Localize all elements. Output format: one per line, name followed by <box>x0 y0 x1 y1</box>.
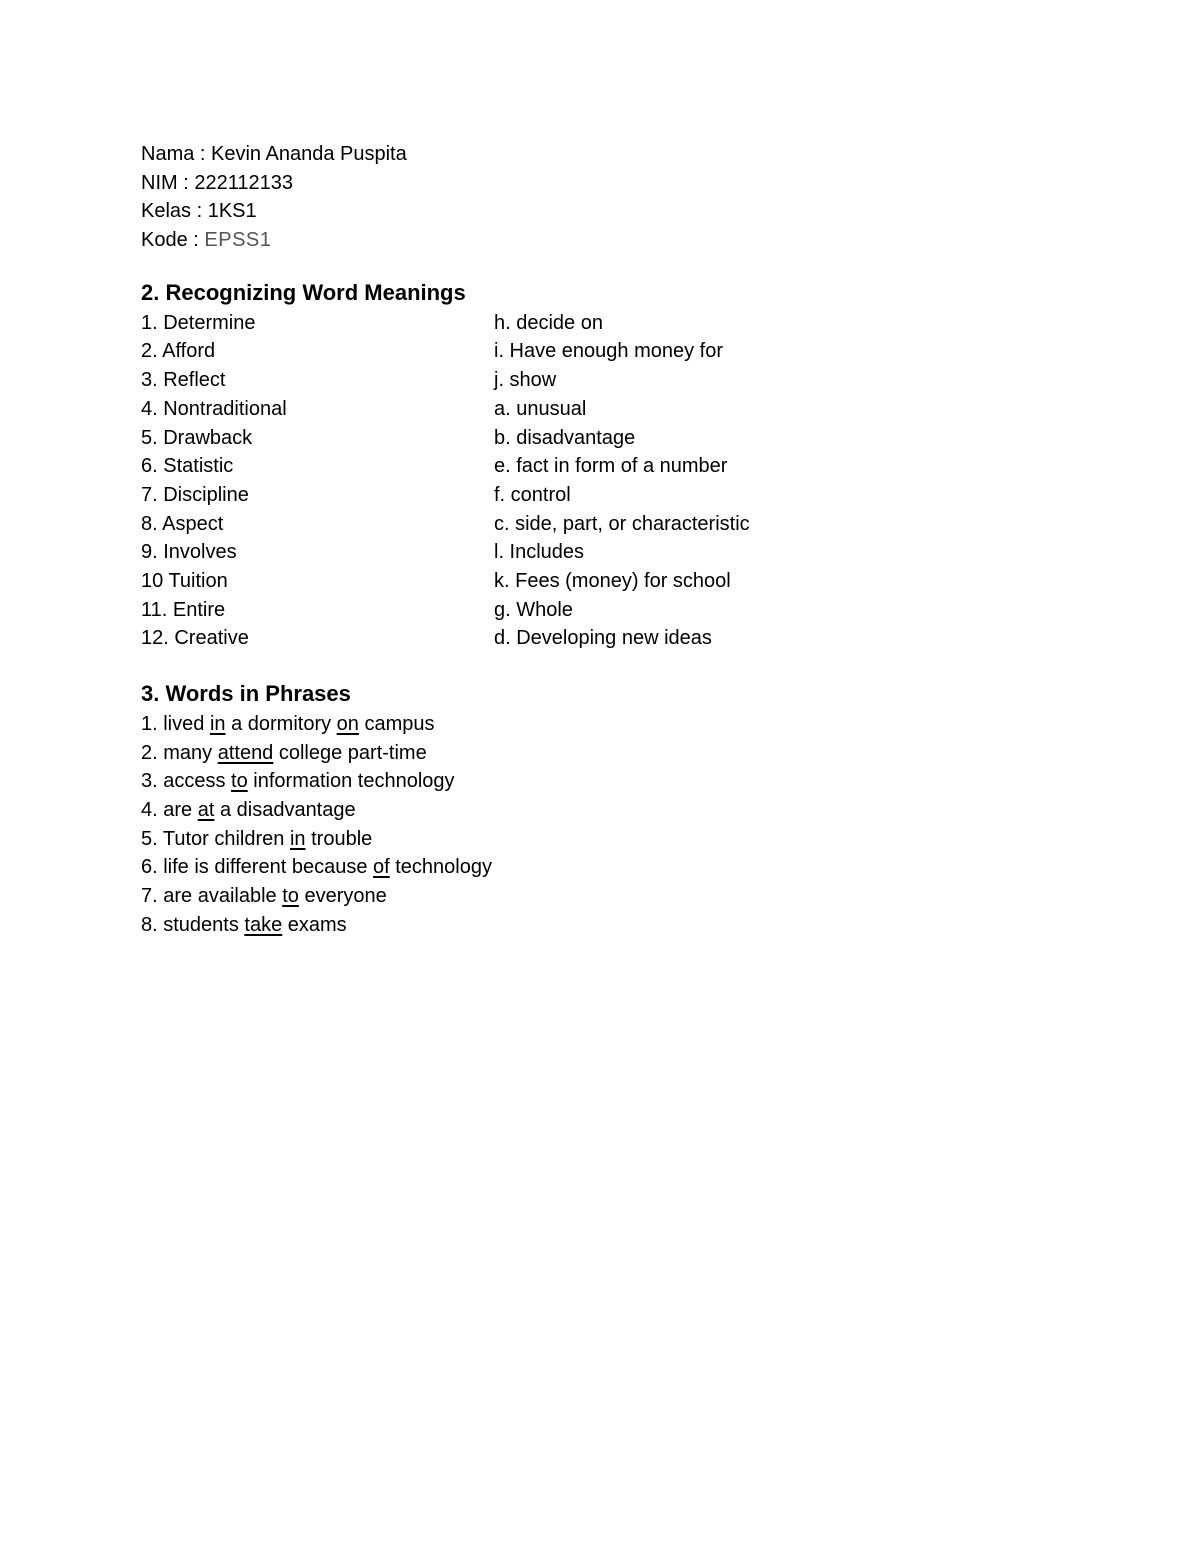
section-2-title: 2. Recognizing Word Meanings <box>141 279 466 305</box>
meaning: j. show <box>494 369 557 392</box>
words-in-phrases-list <box>141 710 1041 940</box>
meaning: h. decide on <box>494 311 603 334</box>
list-item <box>141 452 1041 481</box>
kelas-line: Kelas : 1KS1 <box>141 200 257 223</box>
meaning: i. Have enough money for <box>494 340 724 363</box>
meaning: e. fact in form of a number <box>494 455 728 478</box>
list-item <box>141 366 1041 395</box>
meaning: a. unusual <box>494 397 587 420</box>
word-meanings-list <box>141 309 1041 653</box>
underlined-word: on <box>336 713 359 735</box>
term: 4. Nontraditional <box>141 397 287 420</box>
underlined-word: of <box>373 856 390 879</box>
list-item <box>141 395 1041 424</box>
section-3-title: 3. Words in Phrases <box>141 681 351 706</box>
kode-line <box>141 226 1041 255</box>
list-item <box>141 596 1041 625</box>
list-item <box>141 510 1041 539</box>
list-item: 6. life is different because of technology <box>141 856 492 879</box>
term: 11. Entire <box>141 598 226 621</box>
term: 3. Reflect <box>141 369 226 392</box>
meaning: g. Whole <box>494 598 573 621</box>
term: 9. Involves <box>141 541 237 564</box>
term: 12. Creative <box>141 627 249 650</box>
list-item <box>141 337 1041 366</box>
underlined-word: to <box>231 770 248 793</box>
list-item: 4. are at a disadvantage <box>141 799 356 822</box>
meaning: d. Developing new ideas <box>494 627 712 650</box>
underlined-word: attend <box>217 741 274 764</box>
list-item: 5. Tutor children in trouble <box>141 827 373 850</box>
underlined-word: to <box>282 885 299 908</box>
underlined-word: at <box>197 799 215 822</box>
kode-value: EPSS1 <box>204 229 272 252</box>
list-item <box>141 624 1041 653</box>
underlined-word: in <box>209 713 226 735</box>
nim-line: NIM : 222112133 <box>141 171 293 194</box>
underlined-word: take <box>244 913 283 936</box>
term: 1. Determine <box>141 311 256 334</box>
list-item: 8. students take exams <box>141 913 347 936</box>
term: 10 Tuition <box>141 569 228 592</box>
list-item <box>141 424 1041 453</box>
term: 6. Statistic <box>141 455 234 478</box>
list-item <box>141 481 1041 510</box>
list-item <box>141 567 1041 596</box>
meaning: f. control <box>494 483 571 506</box>
meaning: k. Fees (money) for school <box>494 569 731 592</box>
list-item: 2. many attend college part-time <box>141 741 427 764</box>
kode-label: Kode : <box>141 229 205 252</box>
meaning: c. side, part, or characteristic <box>494 512 750 535</box>
term: 7. Discipline <box>141 483 249 506</box>
list-item: 7. are available to everyone <box>141 885 387 908</box>
document-content <box>141 140 1041 940</box>
list-item <box>141 309 1041 338</box>
list-item: 1. lived in a dormitory on campus <box>141 713 435 735</box>
underlined-word: in <box>289 827 306 850</box>
term: 2. Afford <box>141 340 216 363</box>
term: 5. Drawback <box>141 426 253 449</box>
list-item: 3. access to information technology <box>141 770 455 793</box>
list-item <box>141 538 1041 567</box>
meaning: l. Includes <box>494 541 585 564</box>
meaning: b. disadvantage <box>494 426 636 449</box>
term: 8. Aspect <box>141 512 224 535</box>
nama-line: Nama : Kevin Ananda Puspita <box>141 143 407 165</box>
